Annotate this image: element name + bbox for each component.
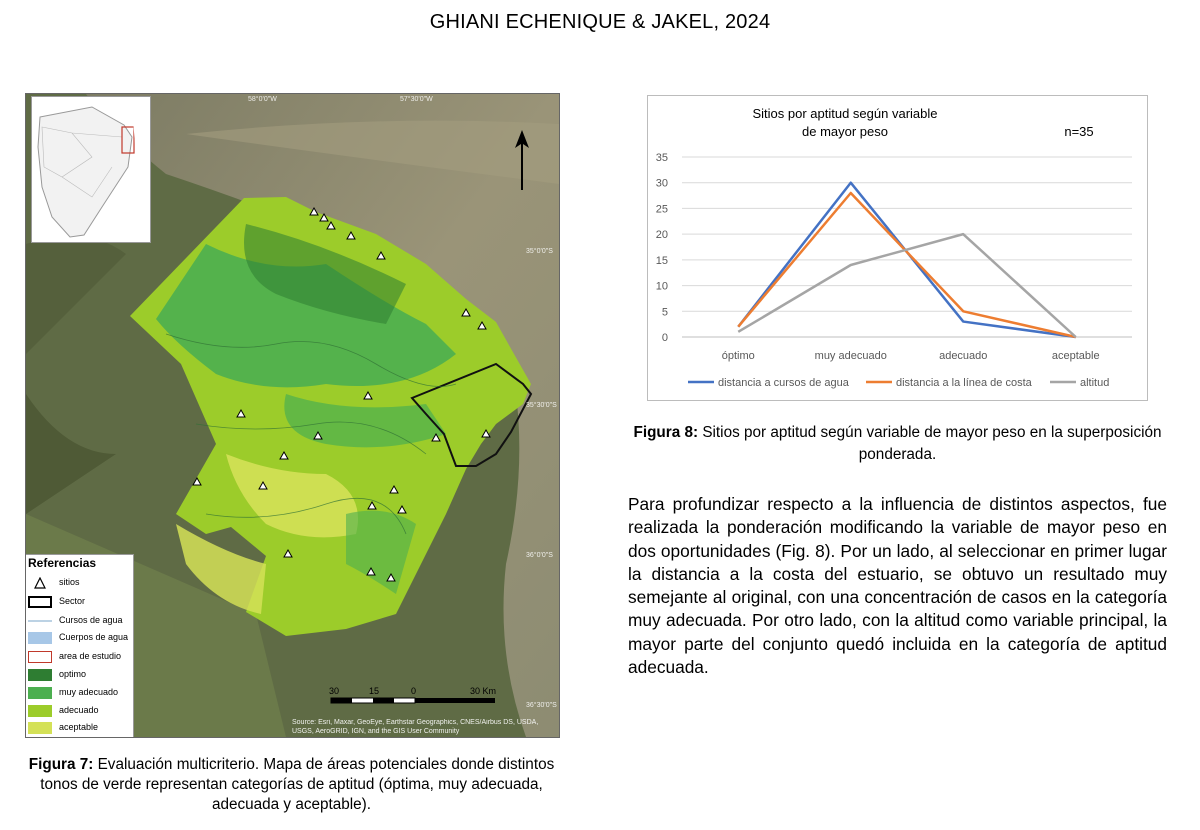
legend-item-sitios: sitios (28, 576, 132, 590)
map-attribution: Source: Esri, Maxar, GeoEye, Earthstar Geographics, CNES/Airbus DS, USDA, USGS, AeroGRID, IGN, and the GIS User Community (292, 719, 539, 735)
coord-label: 35°0'0"S (526, 248, 553, 255)
legend-item-optimo: optimo (28, 668, 132, 682)
adecuado-swatch (28, 705, 52, 717)
x-tick-label: adecuado (939, 350, 988, 362)
legend-label: distancia a cursos de agua (718, 377, 849, 389)
sector-swatch (28, 596, 52, 608)
legend-item-area: area de estudio (28, 650, 132, 664)
scale-label: 15 (369, 686, 380, 696)
figure7-caption: Figura 7: Evaluación multicriterio. Mapa de áreas potenciales donde distintos tonos de verde representan categorías de aptitud (óptima, muy adecuada, adecuada y aceptable). (28, 756, 555, 813)
legend-item-muy-adecuado: muy adecuado (28, 686, 132, 700)
scale-label: 30 (329, 686, 340, 696)
y-tick-label: 15 (655, 254, 668, 267)
series-line (738, 193, 1076, 337)
scale-label: 0 (411, 686, 417, 696)
map-legend (26, 554, 134, 738)
legend-item-cuerpos: Cuerpos de agua (28, 631, 132, 645)
x-tick-label: aceptable (1051, 350, 1100, 362)
coord-label: 36°0'0"S (526, 552, 553, 559)
y-tick-label: 20 (655, 229, 668, 242)
y-tick-label: 30 (655, 177, 668, 190)
legend-label: altitud (1080, 377, 1110, 389)
coord-label: 58°0'0"W (248, 96, 277, 103)
map-figure (25, 93, 560, 738)
area-swatch (28, 651, 52, 663)
line-chart (647, 95, 1148, 401)
figure8-caption: Figura 8: Sitios por aptitud según variable de mayor peso en la superposición ponderada. (633, 424, 1162, 463)
body-paragraph: Para profundizar respecto a la influencia de distintos aspectos, fue realizada la ponderación modificando la variable de mayor peso en dos oportunidades (Fig. 8). Por un lado, al seleccionar en primer lugar la distancia a la costa del estuario, se obtuvo un resultado muy semejante al original, con una concentración de casos en la categoría muy adecuada. Por otro lado, con la altitud como variable principal, la mayor parte del conjunto quedó incluida en la categoría de aptitud adecuada. (628, 494, 1167, 678)
aceptable-swatch (28, 722, 52, 734)
legend-item-aceptable: aceptable (28, 721, 132, 735)
legend-item-adecuado: adecuado (28, 704, 132, 718)
y-tick-label: 5 (661, 306, 668, 319)
x-tick-label: muy adecuado (814, 350, 887, 362)
chart-annotation: n=35 (1064, 124, 1094, 139)
line-swatch (28, 615, 52, 627)
y-tick-label: 35 (655, 152, 668, 164)
legend-item-sector: Sector (28, 595, 132, 609)
legend-title: Referencias (28, 556, 97, 570)
inset-locator-map (31, 96, 151, 243)
chart-title: de mayor peso (802, 124, 888, 139)
y-tick-label: 10 (655, 280, 668, 293)
x-tick-label: óptimo (721, 350, 755, 362)
y-tick-label: 25 (655, 203, 668, 216)
scale-label: 30 Km (470, 686, 497, 696)
water-swatch (28, 632, 52, 644)
legend-label: distancia a la línea de costa (896, 377, 1032, 389)
coord-label: 36°30'0"S (526, 702, 557, 709)
optimo-swatch (28, 669, 52, 681)
legend-item-cursos: Cursos de agua (28, 614, 132, 628)
coord-label: 35°30'0"S (526, 402, 557, 409)
muy-adecuado-swatch (28, 687, 52, 699)
chart-title: Sitios por aptitud según variable (752, 106, 938, 121)
y-tick-label: 0 (661, 332, 668, 344)
triangle-icon (28, 577, 52, 589)
coord-label: 57°30'0"W (400, 96, 433, 103)
scale-bar (329, 686, 499, 706)
page-header: GHIANI ECHENIQUE & JAKEL, 2024 (429, 11, 771, 33)
north-arrow-icon (515, 130, 529, 190)
